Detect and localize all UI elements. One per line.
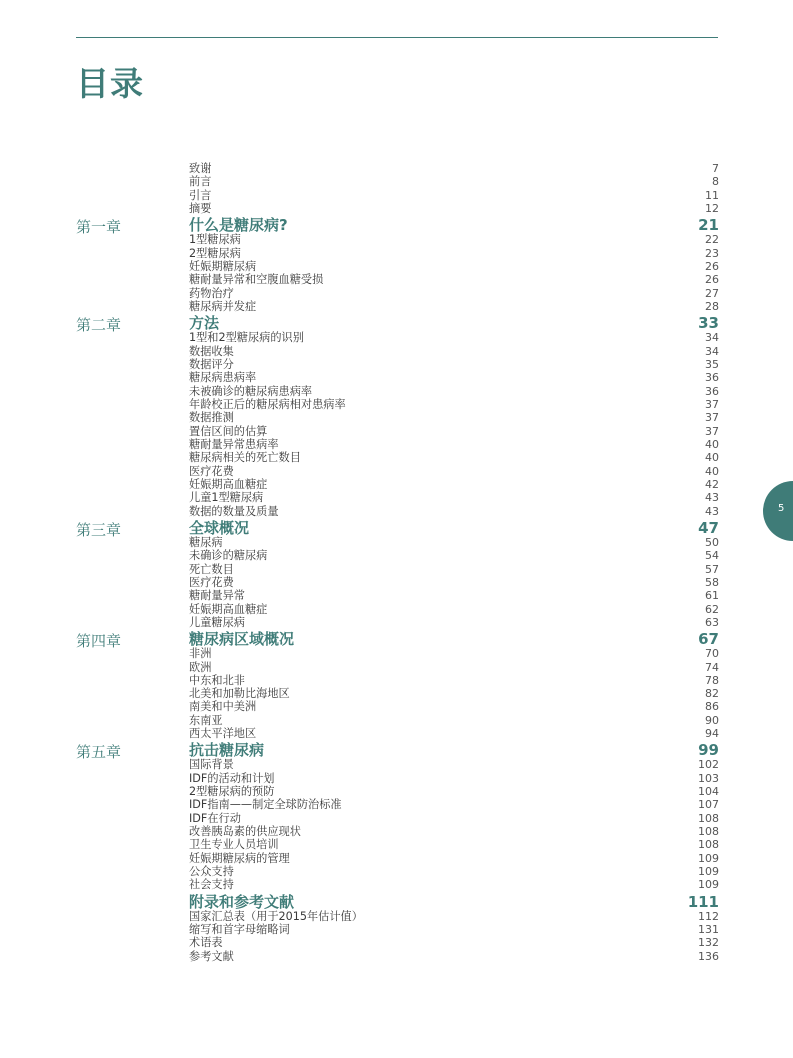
- toc-entry[interactable]: [189, 812, 719, 825]
- entry-page-number: 86: [705, 700, 719, 714]
- entry-title: 卫生专业人员培训: [189, 838, 279, 852]
- entry-title: 糖尿病患病率: [189, 371, 257, 385]
- chapter-heading[interactable]: [189, 631, 719, 647]
- entry-title: 未确诊的糖尿病: [189, 549, 268, 563]
- chapter-label: 第五章: [76, 743, 122, 762]
- toc-entry[interactable]: [189, 936, 719, 949]
- entry-page-number: 131: [698, 923, 719, 937]
- toc-entry[interactable]: [189, 287, 719, 300]
- entry-title: 未被确诊的糖尿病患病率: [189, 384, 313, 398]
- toc-entry[interactable]: [189, 603, 719, 616]
- toc-entry[interactable]: [189, 865, 719, 878]
- toc-entry[interactable]: [189, 162, 719, 175]
- entry-page-number: 7: [712, 162, 719, 175]
- chapter-section: [76, 315, 719, 518]
- toc-entry[interactable]: [189, 910, 719, 923]
- toc-entry[interactable]: [189, 189, 719, 202]
- entry-page-number: 34: [705, 344, 719, 358]
- entry-title: 儿童糖尿病: [189, 615, 245, 629]
- entry-title: 数据推测: [189, 411, 234, 425]
- toc-entry[interactable]: [189, 589, 719, 602]
- entry-title: 妊娠期高血糖症: [189, 477, 268, 491]
- toc-entry[interactable]: [189, 536, 719, 549]
- entry-page-number: 104: [698, 785, 719, 799]
- entry-title: 1型和2型糖尿病的识别: [189, 331, 304, 345]
- chapter-heading[interactable]: [189, 520, 719, 536]
- entry-title: 北美和加勒比海地区: [189, 687, 290, 701]
- entry-title: 儿童1型糖尿病: [189, 491, 264, 505]
- chapter-page-number: 99: [698, 741, 719, 760]
- toc-entry[interactable]: [189, 451, 719, 464]
- entry-page-number: 58: [705, 575, 719, 589]
- entry-title: 国际背景: [189, 758, 234, 772]
- chapter-title: 方法: [189, 314, 220, 333]
- entry-page-number: 26: [705, 273, 719, 287]
- entry-title: 数据的数量及质量: [189, 504, 279, 518]
- entry-page-number: 37: [705, 411, 719, 425]
- entry-title: 欧洲: [189, 660, 212, 674]
- chapter-section: [76, 217, 719, 313]
- entry-title: 社会支持: [189, 878, 234, 892]
- toc-entry[interactable]: [189, 175, 719, 188]
- entry-title: 糖尿病: [189, 535, 223, 549]
- toc-entry[interactable]: [189, 260, 719, 273]
- chapter-title: 附录和参考文献: [189, 892, 295, 911]
- entry-title: 前言: [189, 175, 212, 189]
- toc-entry[interactable]: [189, 247, 719, 260]
- table-of-contents: [76, 162, 719, 963]
- entry-title: 非洲: [189, 647, 212, 661]
- entry-title: IDF在行动: [189, 811, 241, 825]
- entry-page-number: 109: [698, 878, 719, 892]
- entry-page-number: 37: [705, 397, 719, 411]
- chapter-title: 抗击糖尿病: [189, 741, 265, 760]
- page-title: 目录: [76, 64, 144, 103]
- entry-page-number: 28: [705, 299, 719, 313]
- entry-title: 糖耐量异常和空腹血糖受损: [189, 273, 324, 287]
- entry-page-number: 34: [705, 331, 719, 345]
- entry-page-number: 74: [705, 660, 719, 674]
- entry-title: 改善胰岛素的供应现状: [189, 825, 301, 839]
- entry-title: 妊娠期高血糖症: [189, 602, 268, 616]
- entry-title: 死亡数目: [189, 562, 234, 576]
- entry-page-number: 103: [698, 771, 719, 785]
- entry-title: 中东和北非: [189, 673, 245, 687]
- toc-entry[interactable]: [189, 772, 719, 785]
- entry-page-number: 43: [705, 491, 719, 505]
- toc-entry[interactable]: [189, 491, 719, 504]
- toc-entry[interactable]: [189, 478, 719, 491]
- entry-page-number: 82: [705, 687, 719, 701]
- toc-entry[interactable]: [189, 398, 719, 411]
- entry-page-number: 108: [698, 825, 719, 839]
- entry-page-number: 36: [705, 384, 719, 398]
- toc-entry[interactable]: [189, 714, 719, 727]
- toc-entry[interactable]: [189, 700, 719, 713]
- front-matter-section: [76, 162, 719, 215]
- entry-page-number: 11: [705, 188, 719, 202]
- entry-title: 引言: [189, 188, 212, 202]
- entry-page-number: 136: [698, 949, 719, 963]
- entry-page-number: 42: [705, 477, 719, 491]
- entry-title: 国家汇总表（用于2015年估计值）: [189, 909, 363, 923]
- entry-title: 参考文献: [189, 949, 234, 963]
- toc-entry[interactable]: [189, 661, 719, 674]
- entry-title: IDF的活动和计划: [189, 771, 275, 785]
- toc-entry[interactable]: [189, 798, 719, 811]
- entry-title: 医疗花费: [189, 464, 234, 478]
- entry-title: 致谢: [189, 162, 212, 175]
- toc-entry[interactable]: [189, 273, 719, 286]
- entry-page-number: 70: [705, 647, 719, 661]
- toc-entry[interactable]: [189, 358, 719, 371]
- chapter-page-number: 33: [698, 314, 719, 333]
- entry-title: 糖尿病相关的死亡数目: [189, 451, 301, 465]
- entry-title: 糖耐量异常患病率: [189, 437, 279, 451]
- toc-entry[interactable]: [189, 385, 719, 398]
- toc-entry[interactable]: [189, 674, 719, 687]
- toc-entry[interactable]: [189, 465, 719, 478]
- entry-page-number: 50: [705, 535, 719, 549]
- entry-page-number: 63: [705, 615, 719, 629]
- entry-page-number: 94: [705, 727, 719, 741]
- toc-entry[interactable]: [189, 878, 719, 891]
- entry-page-number: 40: [705, 437, 719, 451]
- entry-page-number: 109: [698, 865, 719, 879]
- entry-title: 缩写和首字母缩略词: [189, 923, 290, 937]
- entry-page-number: 37: [705, 424, 719, 438]
- entry-page-number: 36: [705, 371, 719, 385]
- entry-title: 2型糖尿病的预防: [189, 785, 275, 799]
- entry-title: 医疗花费: [189, 575, 234, 589]
- toc-entry[interactable]: [189, 838, 719, 851]
- entry-page-number: 54: [705, 549, 719, 563]
- chapter-page-number: 47: [698, 518, 719, 537]
- entry-title: 糖尿病并发症: [189, 299, 257, 313]
- toc-entry[interactable]: [189, 576, 719, 589]
- toc-entry[interactable]: [189, 852, 719, 865]
- entry-page-number: 102: [698, 758, 719, 772]
- entry-page-number: 27: [705, 286, 719, 300]
- toc-entry[interactable]: [189, 825, 719, 838]
- entry-page-number: 108: [698, 811, 719, 825]
- chapter-page-number: 21: [698, 216, 719, 235]
- toc-entry[interactable]: [189, 202, 719, 215]
- entry-page-number: 35: [705, 357, 719, 371]
- entry-page-number: 62: [705, 602, 719, 616]
- entry-page-number: 107: [698, 798, 719, 812]
- chapter-section: [76, 742, 719, 891]
- entry-title: 东南亚: [189, 713, 223, 727]
- toc-entry[interactable]: [189, 371, 719, 384]
- entry-title: 妊娠期糖尿病: [189, 259, 257, 273]
- chapter-label: 第一章: [76, 218, 122, 237]
- toc-entry[interactable]: [189, 233, 719, 246]
- entry-page-number: 40: [705, 464, 719, 478]
- entry-page-number: 78: [705, 673, 719, 687]
- chapter-title: 什么是糖尿病?: [189, 216, 288, 235]
- toc-entry[interactable]: [189, 687, 719, 700]
- entry-title: 术语表: [189, 936, 223, 950]
- entry-page-number: 108: [698, 838, 719, 852]
- page-number: 5: [778, 503, 785, 514]
- entry-page-number: 112: [698, 909, 719, 923]
- toc-entry[interactable]: [189, 785, 719, 798]
- entry-title: 年龄校正后的糖尿病相对患病率: [189, 397, 346, 411]
- chapter-page-number: 67: [698, 630, 719, 649]
- entry-page-number: 43: [705, 504, 719, 518]
- entry-page-number: 22: [705, 233, 719, 247]
- toc-entry[interactable]: [189, 727, 719, 740]
- toc-entry[interactable]: [189, 505, 719, 518]
- entry-title: 妊娠期糖尿病的管理: [189, 851, 290, 865]
- toc-entry[interactable]: [189, 345, 719, 358]
- chapter-label: 第四章: [76, 632, 122, 651]
- chapter-heading[interactable]: [189, 742, 719, 758]
- page-number-tab: [763, 481, 793, 541]
- entry-title: 2型糖尿病: [189, 246, 241, 260]
- chapter-section: [76, 520, 719, 629]
- entry-title: 置信区间的估算: [189, 424, 268, 438]
- top-rule: [76, 37, 718, 38]
- toc-entry[interactable]: [189, 758, 719, 771]
- toc-entry[interactable]: [189, 616, 719, 629]
- entry-title: 南美和中美洲: [189, 700, 257, 714]
- entry-page-number: 132: [698, 936, 719, 950]
- chapter-label: 第二章: [76, 316, 122, 335]
- entry-page-number: 12: [705, 201, 719, 215]
- entry-title: 数据收集: [189, 344, 234, 358]
- entry-page-number: 26: [705, 259, 719, 273]
- chapter-label: 第三章: [76, 520, 122, 539]
- entry-page-number: 90: [705, 713, 719, 727]
- entry-title: IDF指南——制定全球防治标准: [189, 798, 342, 812]
- toc-entry[interactable]: [189, 300, 719, 313]
- toc-entry[interactable]: [189, 950, 719, 963]
- entry-page-number: 57: [705, 562, 719, 576]
- chapter-heading[interactable]: [189, 315, 719, 331]
- toc-entry[interactable]: [189, 647, 719, 660]
- entry-title: 摘要: [189, 201, 212, 215]
- toc-entry[interactable]: [189, 438, 719, 451]
- entry-title: 糖耐量异常: [189, 589, 245, 603]
- toc-entry[interactable]: [189, 331, 719, 344]
- toc-entry[interactable]: [189, 425, 719, 438]
- chapter-title: 全球概况: [189, 518, 250, 537]
- entry-title: 1型糖尿病: [189, 233, 241, 247]
- entry-title: 公众支持: [189, 865, 234, 879]
- chapter-heading[interactable]: [189, 894, 719, 910]
- chapter-heading[interactable]: [189, 217, 719, 233]
- chapter-title: 糖尿病区域概况: [189, 630, 295, 649]
- chapter-section: [76, 631, 719, 740]
- entry-page-number: 109: [698, 851, 719, 865]
- entry-page-number: 23: [705, 246, 719, 260]
- toc-entry[interactable]: [189, 923, 719, 936]
- entry-title: 药物治疗: [189, 286, 234, 300]
- chapter-page-number: 111: [687, 892, 719, 911]
- chapter-section: [76, 894, 719, 963]
- entry-page-number: 8: [712, 175, 719, 189]
- entry-title: 数据评分: [189, 357, 234, 371]
- toc-entry[interactable]: [189, 549, 719, 562]
- entry-title: 西太平洋地区: [189, 727, 257, 741]
- toc-entry[interactable]: [189, 411, 719, 424]
- toc-entry[interactable]: [189, 563, 719, 576]
- entry-page-number: 40: [705, 451, 719, 465]
- entry-page-number: 61: [705, 589, 719, 603]
